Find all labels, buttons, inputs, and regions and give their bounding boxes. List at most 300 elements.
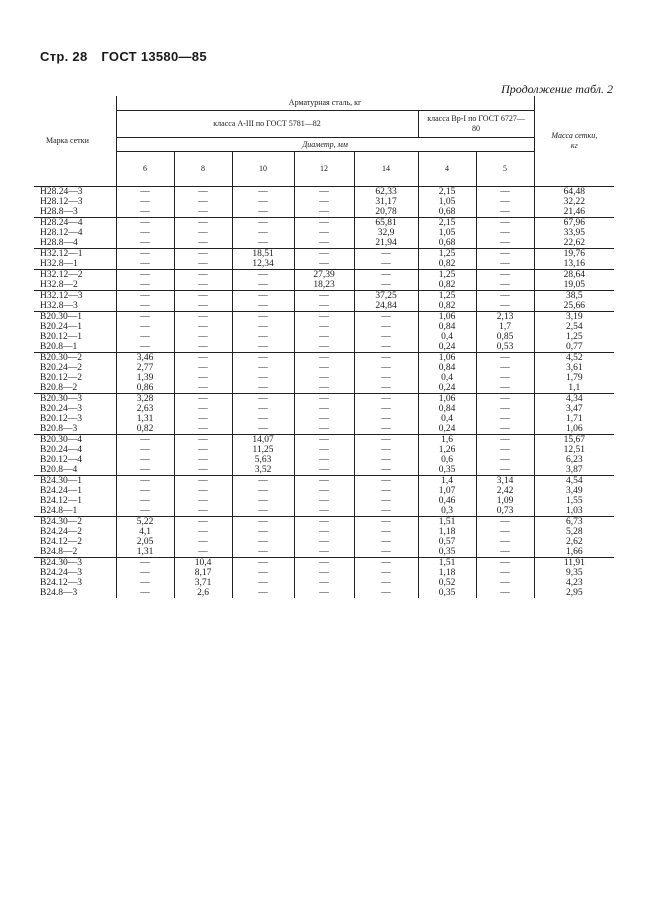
cell-brand-value: В24.8—3: [40, 588, 78, 598]
cell-d14-value: —: [381, 373, 391, 383]
cell-d8-value: —: [198, 394, 208, 404]
cell-d6: [116, 476, 174, 517]
cell-brand-value: В20.24—2: [40, 363, 82, 373]
cell-brand: [34, 558, 116, 599]
cell-d14-value: —: [381, 486, 391, 496]
cell-mass: [534, 187, 614, 218]
cell-d14-value: 32,9: [377, 228, 395, 238]
cell-d10-value: —: [258, 312, 268, 322]
cell-d10-value: —: [258, 353, 268, 363]
cell-d8: [174, 312, 232, 353]
cell-mass: [534, 476, 614, 517]
cell-d8-value: —: [198, 270, 208, 280]
cell-d4-value: 1,25: [438, 249, 456, 259]
cell-d8-value: —: [198, 312, 208, 322]
cell-d4: [418, 435, 476, 476]
cell-d12-value: —: [319, 414, 329, 424]
cell-mass: [534, 517, 614, 558]
table-row: [34, 394, 614, 435]
cell-mass-value: 1,55: [566, 496, 583, 506]
cell-d6-value: —: [140, 249, 150, 259]
cell-d5-value: —: [500, 197, 510, 207]
cell-d5: [476, 291, 534, 312]
cell-d14: [354, 435, 418, 476]
cell-d14-value: —: [381, 312, 391, 322]
cell-d6-value: 3,46: [136, 353, 154, 363]
cell-d8-value: —: [198, 537, 208, 547]
cell-d12: [294, 218, 354, 249]
cell-d6-value: 3,28: [136, 394, 154, 404]
cell-d10-value: —: [258, 342, 268, 352]
cell-d5-value: 1,09: [496, 496, 514, 506]
cell-d4-value: 0,82: [438, 259, 456, 269]
cell-d6-value: —: [140, 455, 150, 465]
cell-d10-value: —: [258, 414, 268, 424]
cell-d12: [294, 435, 354, 476]
cell-d10-value: —: [258, 394, 268, 404]
cell-d6-value: 2,63: [136, 404, 154, 414]
cell-d10-value: —: [258, 187, 268, 197]
cell-d6-value: —: [140, 578, 150, 588]
cell-d10-value: —: [258, 496, 268, 506]
cell-d6-value: 0,82: [136, 424, 154, 434]
cell-d6-value: —: [140, 238, 150, 248]
header-diameter-value: 5: [476, 152, 534, 187]
cell-mass-value: 3,87: [566, 465, 583, 475]
cell-d5: [476, 187, 534, 218]
cell-d12-value: —: [319, 291, 329, 301]
cell-mass: [534, 558, 614, 599]
cell-mass-value: 2,62: [566, 537, 583, 547]
page-number: Стр. 28: [40, 49, 88, 64]
cell-mass-value: 38,5: [566, 291, 583, 301]
cell-d12-value: —: [319, 218, 329, 228]
cell-d12-value: —: [319, 486, 329, 496]
cell-d14-value: —: [381, 259, 391, 269]
cell-d8-value: —: [198, 517, 208, 527]
cell-d4-value: 0,84: [438, 404, 456, 414]
cell-d5-value: —: [500, 301, 510, 311]
cell-d6: [116, 394, 174, 435]
cell-d8-value: —: [198, 187, 208, 197]
cell-d10-value: —: [258, 424, 268, 434]
cell-d4: [418, 394, 476, 435]
cell-mass-value: 11,91: [563, 558, 585, 568]
cell-d10-value: —: [258, 486, 268, 496]
cell-d6-value: 1,31: [136, 547, 154, 557]
cell-d14: [354, 249, 418, 270]
cell-d14-value: —: [381, 435, 391, 445]
cell-d10-value: —: [258, 383, 268, 393]
cell-d5-value: —: [500, 187, 510, 197]
cell-d6-value: —: [140, 435, 150, 445]
header-brand: Марка сетки: [34, 96, 116, 187]
cell-d10-value: —: [258, 373, 268, 383]
cell-brand-value: В20.8—2: [40, 383, 78, 393]
cell-d6-value: —: [140, 228, 150, 238]
cell-d8-value: 2,6: [197, 588, 209, 598]
cell-d12-value: —: [319, 527, 329, 537]
cell-d6-value: —: [140, 465, 150, 475]
cell-d10-value: —: [258, 588, 268, 598]
cell-mass-value: 1,06: [566, 424, 583, 434]
cell-d12-value: —: [319, 187, 329, 197]
cell-d12-value: —: [319, 435, 329, 445]
cell-d5: [476, 517, 534, 558]
cell-d5-value: —: [500, 259, 510, 269]
cell-d8-value: —: [198, 353, 208, 363]
cell-d4-value: 0,24: [438, 342, 456, 352]
cell-d4-value: 1,51: [438, 558, 456, 568]
cell-d10-value: —: [258, 270, 268, 280]
cell-d10-value: 3,52: [254, 465, 272, 475]
cell-d14: [354, 517, 418, 558]
cell-mass-value: 1,79: [566, 373, 583, 383]
cell-brand-value: В20.8—4: [40, 465, 78, 475]
cell-d5: [476, 270, 534, 291]
cell-d10-value: —: [258, 280, 268, 290]
cell-d4-value: 0,52: [438, 578, 456, 588]
cell-brand-value: В24.30—1: [40, 476, 82, 486]
cell-d14-value: 62,33: [375, 187, 397, 197]
cell-d6-value: —: [140, 187, 150, 197]
cell-brand-value: В24.12—2: [40, 537, 82, 547]
cell-d14: [354, 394, 418, 435]
cell-brand-value: В20.24—1: [40, 322, 82, 332]
cell-d10: [232, 476, 294, 517]
cell-d10-value: —: [258, 228, 268, 238]
cell-d8-value: 10,4: [194, 558, 212, 568]
cell-d5-value: 0,85: [496, 332, 514, 342]
cell-d14: [354, 558, 418, 599]
cell-mass: [534, 312, 614, 353]
cell-mass-value: 1,66: [566, 547, 583, 557]
cell-mass: [534, 353, 614, 394]
cell-d6-value: —: [140, 312, 150, 322]
cell-mass-value: 1,71: [566, 414, 583, 424]
cell-d5-value: 2,42: [496, 486, 514, 496]
cell-mass-value: 21,46: [563, 207, 586, 217]
cell-d8: [174, 218, 232, 249]
cell-d12: [294, 517, 354, 558]
cell-brand: [34, 312, 116, 353]
cell-mass-value: 33,95: [563, 228, 586, 238]
cell-d6-value: —: [140, 270, 150, 280]
cell-d8-value: —: [198, 197, 208, 207]
cell-d12-value: —: [319, 249, 329, 259]
cell-d5-value: —: [500, 280, 510, 290]
cell-d12-value: —: [319, 197, 329, 207]
cell-d12-value: 18,23: [313, 280, 335, 290]
cell-d4-value: 0,4: [441, 414, 453, 424]
cell-d8-value: —: [198, 465, 208, 475]
cell-brand-value: В20.24—3: [40, 404, 82, 414]
cell-d12-value: —: [319, 568, 329, 578]
cell-brand: [34, 517, 116, 558]
table-continuation-label: Продолжение табл. 2: [501, 82, 613, 96]
cell-d6-value: —: [140, 496, 150, 506]
cell-d6-value: —: [140, 259, 150, 269]
header-steel: Арматурная сталь, кг: [116, 96, 534, 111]
cell-d6-value: —: [140, 568, 150, 578]
cell-d4-value: 0,46: [438, 496, 456, 506]
cell-mass-value: 12,51: [563, 445, 586, 455]
cell-brand-value: В24.8—2: [40, 547, 78, 557]
cell-mass-value: 19,05: [563, 280, 586, 290]
cell-brand-value: В20.24—4: [40, 445, 82, 455]
cell-d8: [174, 394, 232, 435]
cell-d4-value: 0,84: [438, 322, 456, 332]
cell-d12-value: —: [319, 496, 329, 506]
cell-mass-value: 15,67: [563, 435, 586, 445]
cell-d10-value: —: [258, 578, 268, 588]
cell-d4-value: 0,68: [438, 207, 456, 217]
header-diameter-value: 14: [354, 152, 418, 187]
cell-d14-value: —: [381, 363, 391, 373]
cell-d14-value: —: [381, 353, 391, 363]
cell-d5: [476, 435, 534, 476]
cell-d10-value: —: [258, 527, 268, 537]
cell-brand: [34, 394, 116, 435]
cell-d12-value: —: [319, 547, 329, 557]
cell-d12: [294, 187, 354, 218]
cell-d5-value: 0,73: [496, 506, 514, 516]
cell-d6-value: —: [140, 291, 150, 301]
cell-d12-value: —: [319, 465, 329, 475]
cell-d4: [418, 476, 476, 517]
cell-d14: [354, 291, 418, 312]
cell-brand: [34, 249, 116, 270]
cell-d4-value: 1,18: [438, 527, 456, 537]
cell-brand-value: Н32.12—3: [40, 291, 83, 301]
cell-d12: [294, 353, 354, 394]
cell-d6-value: —: [140, 207, 150, 217]
cell-mass: [534, 291, 614, 312]
cell-d4: [418, 291, 476, 312]
table-row: [34, 291, 614, 312]
cell-brand-value: Н28.24—4: [40, 218, 83, 228]
cell-d6: [116, 353, 174, 394]
cell-brand: [34, 435, 116, 476]
cell-d12-value: —: [319, 238, 329, 248]
cell-d5-value: 2,13: [496, 312, 514, 322]
cell-d5-value: —: [500, 588, 510, 598]
cell-d4-value: 0,24: [438, 424, 456, 434]
cell-d10: [232, 517, 294, 558]
cell-d12-value: —: [319, 342, 329, 352]
cell-brand-value: Н28.24—3: [40, 187, 83, 197]
cell-brand-value: Н32.12—1: [40, 249, 83, 259]
cell-d8-value: —: [198, 249, 208, 259]
header-diameter-value: 6: [116, 152, 174, 187]
cell-d4-value: 1,05: [438, 197, 456, 207]
cell-d4-value: 0,68: [438, 238, 456, 248]
cell-d14-value: —: [381, 414, 391, 424]
cell-d10: [232, 558, 294, 599]
cell-d6: [116, 517, 174, 558]
cell-brand-value: В24.12—1: [40, 496, 82, 506]
cell-d8: [174, 187, 232, 218]
cell-d10: [232, 249, 294, 270]
cell-d5-value: —: [500, 363, 510, 373]
cell-brand-value: Н28.12—4: [40, 228, 83, 238]
cell-d10: [232, 435, 294, 476]
cell-d4-value: 0,84: [438, 363, 456, 373]
cell-mass-value: 67,96: [563, 218, 586, 228]
cell-d4-value: 2,15: [438, 218, 456, 228]
cell-d6-value: 1,39: [136, 373, 154, 383]
cell-d14-value: —: [381, 588, 391, 598]
cell-d6: [116, 249, 174, 270]
cell-d5: [476, 353, 534, 394]
cell-d14-value: 31,17: [375, 197, 397, 207]
cell-mass-value: 9,35: [566, 568, 583, 578]
cell-d14-value: —: [381, 424, 391, 434]
cell-d10: [232, 218, 294, 249]
cell-mass: [534, 249, 614, 270]
cell-d6: [116, 218, 174, 249]
cell-d14-value: 37,25: [375, 291, 397, 301]
cell-d5-value: —: [500, 228, 510, 238]
cell-d8: [174, 249, 232, 270]
cell-d10-value: —: [258, 547, 268, 557]
cell-d6-value: —: [140, 342, 150, 352]
cell-d10: [232, 394, 294, 435]
cell-d14-value: —: [381, 558, 391, 568]
cell-brand-value: В20.30—2: [40, 353, 82, 363]
cell-mass: [534, 218, 614, 249]
cell-d4-value: 0,6: [441, 455, 453, 465]
cell-d6: [116, 187, 174, 218]
cell-d4-value: 1,18: [438, 568, 456, 578]
header-class-b: класса Вр-I по ГОСТ 6727—80: [418, 111, 534, 138]
cell-brand-value: В24.8—1: [40, 506, 78, 516]
cell-d10: [232, 291, 294, 312]
cell-mass: [534, 394, 614, 435]
cell-d4: [418, 270, 476, 291]
cell-d4: [418, 353, 476, 394]
cell-d4-value: 2,15: [438, 187, 456, 197]
cell-d12-value: —: [319, 424, 329, 434]
cell-d5-value: —: [500, 383, 510, 393]
cell-d12-value: —: [319, 394, 329, 404]
cell-d12-value: —: [319, 506, 329, 516]
cell-d12-value: —: [319, 207, 329, 217]
cell-d10-value: 14,07: [252, 435, 274, 445]
mesh-mass-table: [34, 96, 614, 598]
cell-d5-value: 1,7: [499, 322, 511, 332]
cell-d5-value: —: [500, 455, 510, 465]
cell-d14-value: —: [381, 537, 391, 547]
table-row: [34, 558, 614, 599]
cell-d6-value: 4,1: [139, 527, 151, 537]
cell-brand-value: В20.30—3: [40, 394, 82, 404]
cell-d4-value: 1,06: [438, 394, 456, 404]
cell-d8-value: —: [198, 455, 208, 465]
cell-d8: [174, 270, 232, 291]
cell-d12: [294, 558, 354, 599]
cell-mass-value: 6,23: [566, 455, 583, 465]
cell-d14: [354, 270, 418, 291]
cell-d4-value: 1,4: [441, 476, 453, 486]
cell-d14-value: —: [381, 445, 391, 455]
cell-d14-value: —: [381, 568, 391, 578]
cell-mass-value: 32,22: [563, 197, 586, 207]
cell-brand-value: В20.8—1: [40, 342, 78, 352]
cell-d5-value: 3,14: [496, 476, 514, 486]
cell-mass-value: 3,19: [566, 312, 583, 322]
cell-d14-value: —: [381, 394, 391, 404]
cell-d5-value: —: [500, 238, 510, 248]
cell-d6-value: —: [140, 218, 150, 228]
cell-brand-value: В20.12—3: [40, 414, 82, 424]
cell-brand: [34, 476, 116, 517]
table-row: [34, 517, 614, 558]
cell-d8-value: —: [198, 424, 208, 434]
cell-brand-value: В24.30—3: [40, 558, 82, 568]
cell-d8-value: —: [198, 506, 208, 516]
cell-d4-value: 0,35: [438, 588, 456, 598]
cell-d4-value: 0,82: [438, 301, 456, 311]
cell-d14-value: —: [381, 404, 391, 414]
cell-d12-value: —: [319, 517, 329, 527]
cell-d8-value: —: [198, 414, 208, 424]
cell-mass-value: 1,03: [566, 506, 583, 516]
cell-d14-value: —: [381, 342, 391, 352]
cell-d6-value: —: [140, 506, 150, 516]
cell-d10-value: —: [258, 197, 268, 207]
cell-brand-value: Н32.8—1: [40, 259, 78, 269]
cell-d5-value: 0,53: [496, 342, 514, 352]
cell-mass-value: 13,16: [563, 259, 586, 269]
cell-d14-value: 24,84: [375, 301, 397, 311]
cell-d5-value: —: [500, 578, 510, 588]
cell-d12-value: —: [319, 476, 329, 486]
cell-mass-value: 1,1: [568, 383, 581, 393]
cell-d4-value: 0,3: [441, 506, 453, 516]
standard-id: ГОСТ 13580—85: [101, 49, 207, 64]
cell-d14-value: —: [381, 547, 391, 557]
cell-d10-value: —: [258, 476, 268, 486]
cell-d5-value: —: [500, 218, 510, 228]
cell-d5-value: —: [500, 424, 510, 434]
cell-d10-value: 5,63: [254, 455, 272, 465]
cell-d12-value: —: [319, 332, 329, 342]
cell-d5: [476, 558, 534, 599]
cell-d5-value: —: [500, 537, 510, 547]
cell-d8-value: —: [198, 476, 208, 486]
cell-d4-value: 1,06: [438, 353, 456, 363]
cell-d5-value: —: [500, 527, 510, 537]
cell-d12: [294, 249, 354, 270]
cell-d12-value: —: [319, 404, 329, 414]
cell-d8-value: —: [198, 496, 208, 506]
cell-brand-value: В24.30—2: [40, 517, 82, 527]
cell-d6-value: —: [140, 558, 150, 568]
cell-mass-value: 4,34: [566, 394, 583, 404]
cell-d5-value: —: [500, 373, 510, 383]
cell-d8-value: —: [198, 527, 208, 537]
cell-d6: [116, 291, 174, 312]
cell-d12-value: —: [319, 322, 329, 332]
cell-d10-value: —: [258, 568, 268, 578]
cell-d10-value: 18,51: [252, 249, 274, 259]
cell-d4-value: 0,4: [441, 332, 453, 342]
cell-brand-value: В20.8—3: [40, 424, 78, 434]
cell-brand-value: В24.24—2: [40, 527, 82, 537]
cell-d14-value: —: [381, 249, 391, 259]
cell-d4-value: 0,82: [438, 280, 456, 290]
